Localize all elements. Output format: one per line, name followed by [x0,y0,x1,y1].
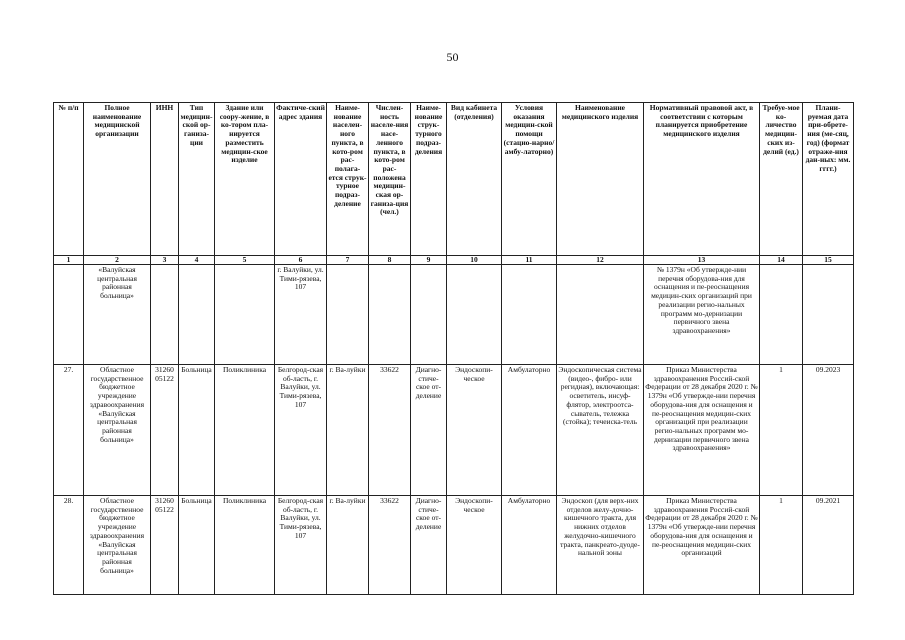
column-number-row [54,256,854,265]
equipment-table [53,102,854,595]
legal-act: Приказ Министерства здравоохранения Россий-ской Федерации от 28 декабря 2020 г. № 1379н «Об утвержде-нии перечня оборудова-ния для оснащения и пе-реоснащения медицин-ских организаций [644,496,760,595]
column-number: 7 [327,256,369,265]
building: Поликлиника [215,365,275,496]
header-cell: Фактиче-ский адрес здания [275,103,327,256]
organization-type: Больница [179,496,215,595]
column-number: 3 [151,256,179,265]
header-row [54,103,854,256]
header-cell: № п/п [54,103,84,256]
header-cell: Условия оказания медицин-ской помощи (стацио-нарно/амбу-латорно) [502,103,557,256]
organization-name: Областное государственное бюджетное учреждение здравоохранения «Валуйская центральная районная больница» [84,496,151,595]
locality: г. Ва-луйки [327,496,369,595]
header-cell: Нормативный правовой акт, в соответствии с которым планируется приобретение медицинского изделия [644,103,760,256]
cabinet-type [447,265,502,365]
organization-type: Больница [179,365,215,496]
column-number: 4 [179,256,215,265]
planned-date: 09.2023 [803,365,854,496]
inn: 31260 05122 [151,365,179,496]
organization-name: Областное государственное бюджетное учреждение здравоохранения «Валуйская центральная районная больница» [84,365,151,496]
header-cell: Требуе-мое ко-личество медицин-ских из-делий (ед.) [760,103,803,256]
cabinet-type: Эндоскопи-ческое [447,365,502,496]
planned-date [803,265,854,365]
cabinet-type: Эндоскопи-ческое [447,496,502,595]
row-number: 27. [54,365,84,496]
header-cell: Вид кабинета (отделения) [447,103,502,256]
device-name: Эндоскоп (для верх-них отделов желу-дочно-кишечного тракта, для нижних отделов желудочно-кишечного тракта, панкреато-дуоде-нальной зоны [557,496,644,595]
organization-type [179,265,215,365]
header-cell: Числен-ность населе-ния насе-ленного пункта, в кото-ром рас-положена медицин-ская ор-ганиза-ция (чел.) [369,103,411,256]
column-number: 2 [84,256,151,265]
address: Белгород-ская об-ласть, г. Валуйки, ул. Тими-рязева, 107 [275,496,327,595]
table-row [54,365,854,496]
population: 33622 [369,496,411,595]
row-number [54,265,84,365]
page-number: 50 [446,50,459,64]
inn: 31260 05122 [151,496,179,595]
quantity: 1 [760,365,803,496]
population [369,265,411,365]
row-number: 28. [54,496,84,595]
column-number: 8 [369,256,411,265]
care-conditions: Амбулаторно [502,365,557,496]
header-cell: Наиме-нование струк-турного подраз-деления [411,103,447,256]
quantity [760,265,803,365]
header-cell: Наименование медицинского изделия [557,103,644,256]
inn [151,265,179,365]
table-row [54,496,854,595]
address: г. Валуйки, ул. Тими-рязева, 107 [275,265,327,365]
department [411,265,447,365]
column-number: 14 [760,256,803,265]
care-conditions: Амбулаторно [502,496,557,595]
address: Белгород-ская об-ласть, г. Валуйки, ул. Тими-рязева, 107 [275,365,327,496]
column-number: 12 [557,256,644,265]
planned-date: 09.2021 [803,496,854,595]
legal-act: Приказ Министерства здравоохранения Россий-ской Федерации от 28 декабря 2020 г. № 1379н «Об утвержде-нии перечня оборудова-ния для оснащения и пе-реоснащения медицин-ских организаций при реализации регио-нальных программ мо-дернизации первичного звена здравоохранения» [644,365,760,496]
table-row-continued [54,265,854,365]
column-number: 13 [644,256,760,265]
building [215,265,275,365]
device-name [557,265,644,365]
department: Диагно-стиче-ское от-деление [411,496,447,595]
column-number: 11 [502,256,557,265]
column-number: 10 [447,256,502,265]
population: 33622 [369,365,411,496]
organization-name: «Валуйская центральная районная больница» [84,265,151,365]
care-conditions [502,265,557,365]
column-number: 6 [275,256,327,265]
device-name: Эндоскопическая система (видео-, фибро- или регидная), включающая: осветитель, инсуф-флятор, электроотса-сыватель, тележка (стойка); течеиска-тель [557,365,644,496]
locality [327,265,369,365]
header-cell: Полное наименование медицинской организации [84,103,151,256]
header-cell: Здание или соору-жение, в ко-тором пла-нируется разместить медицин-ское изделие [215,103,275,256]
department: Диагно-стиче-ское от-деление [411,365,447,496]
column-number: 15 [803,256,854,265]
column-number: 9 [411,256,447,265]
header-cell: Тип медицин-ской ор-ганиза-ции [179,103,215,256]
locality: г. Ва-луйки [327,365,369,496]
building: Поликлиника [215,496,275,595]
column-number: 1 [54,256,84,265]
column-number: 5 [215,256,275,265]
header-cell: Плани-руемая дата при-обрете-ния (ме-сяц, год) (формат отраже-ния дан-ных: мм. гггг.) [803,103,854,256]
header-cell: Наиме-нование населен-ного пункта, в кото-ром рас-полага-ется струк-турное подраз-деление [327,103,369,256]
header-cell: ИНН [151,103,179,256]
quantity: 1 [760,496,803,595]
legal-act: № 1379н «Об утвержде-нии перечня оборудова-ния для оснащения и пе-реоснащения медицин-ских организаций при реализации регио-нальных программ мо-дернизации первичного звена здравоохранения» [644,265,760,365]
